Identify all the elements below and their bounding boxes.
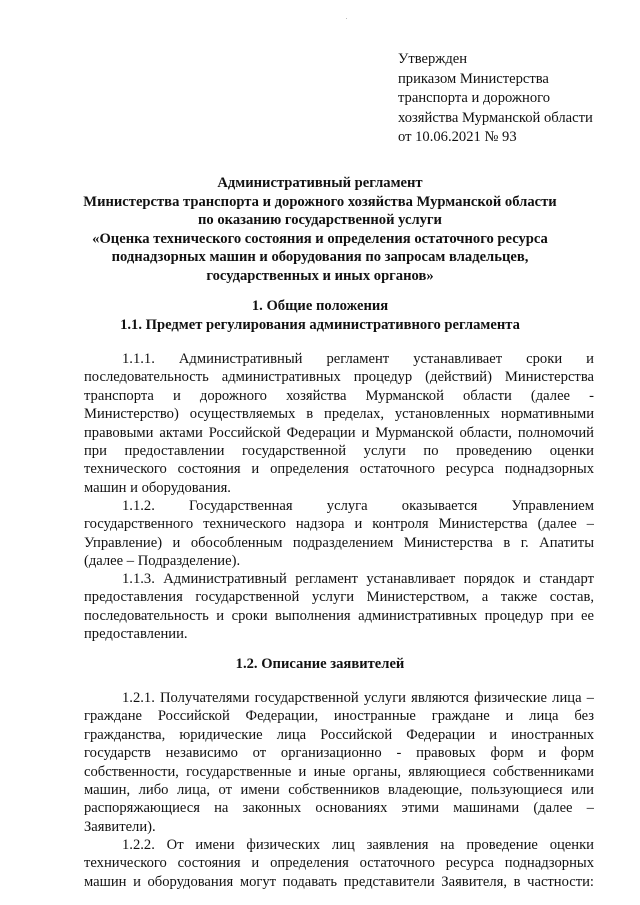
text-line: технического состояния и определения остаточного ресурса поднадзорных: [84, 855, 594, 872]
title-line: поднадзорных машин и оборудования по запросам владельцев,: [111, 249, 529, 266]
text-line: предоставлении.: [84, 626, 188, 643]
text-line: Министерство) осуществляемых в пределах, установленных нормативными: [84, 406, 594, 423]
title-line: Административный регламент: [217, 175, 423, 191]
text-line: транспорта и дорожного хозяйства Мурманской области (далее -: [84, 387, 594, 404]
text-line: предоставления государственной услуги Министерством, а также состав,: [84, 589, 594, 606]
text-line: машин и оборудования.: [84, 479, 231, 496]
text-line: при предоставлении государственной услуги по проведению оценки: [84, 442, 594, 459]
paragraph-1-2-2: [84, 836, 594, 891]
text-line: правовыми актами Российской Федерации и Мурманской области, полномочий: [84, 424, 594, 441]
approval-line: от 10.06.2021 № 93: [398, 129, 517, 146]
approval-line: хозяйства Мурманской области: [398, 109, 593, 126]
text-line: 1.1.2. Государственная услуга оказывается Управлением: [122, 498, 594, 514]
text-line: машин, либо лица, от имени собственников владеющие, пользующиеся или: [84, 781, 594, 798]
title-line: по оказанию государственной услуги: [198, 212, 442, 229]
approval-stamp: [398, 50, 634, 148]
text-line: государств независимо от организационно - правовых форм и форм: [84, 745, 594, 762]
approval-line: Утвержден: [398, 51, 468, 67]
text-line: граждане Российской Федерации, иностранные граждане и лица без: [84, 708, 594, 725]
document-title: [78, 174, 562, 286]
text-line: 1.1.3. Административный регламент устанавливает порядок и стандарт: [122, 571, 594, 587]
text-line: 1.2.2. От имени физических лиц заявления на проведение оценки: [122, 837, 594, 853]
text-line: государственного технического надзора и контроля Министерства (далее –: [84, 516, 594, 533]
title-line: Министерства транспорта и дорожного хозяйства Мурманской области: [83, 193, 557, 210]
paragraph-1-2-1: [84, 689, 594, 836]
section-heading-general: 1. Общие положения: [251, 298, 389, 314]
paragraph-1-1-1: [84, 350, 594, 497]
scan-speck: [346, 18, 347, 19]
approval-line: приказом Министерства: [398, 70, 549, 87]
approval-line: транспорта и дорожного: [398, 90, 551, 107]
subsection-heading-applicants: 1.2. Описание заявителей: [235, 656, 405, 672]
text-line: Управление) и обособленным подразделением Министерства в г. Апатиты: [84, 534, 594, 551]
text-line: последовательность административных процедур (действий) Министерства: [84, 369, 594, 386]
text-line: Заявители).: [84, 818, 156, 835]
title-line: «Оценка технического состояния и определения остаточного ресурса: [92, 230, 548, 247]
text-line: распоряжающиеся на законных основаниях этими машинами (далее –: [84, 800, 594, 817]
text-line: гражданства, юридические лица Российской Федерации и иностранных: [84, 726, 594, 743]
paragraph-1-1-3: [84, 570, 594, 644]
paragraph-1-1-2: [84, 497, 594, 571]
subsection-heading-subject: 1.1. Предмет регулирования административного регламента: [120, 317, 520, 333]
text-line: машин и оборудования могут подавать представители Заявителя, в частности:: [84, 873, 594, 890]
title-line: государственных и иных органов»: [206, 267, 434, 284]
text-line: (далее – Подразделение).: [84, 553, 241, 570]
text-line: 1.2.1. Получателями государственной услуги являются физические лица –: [122, 690, 594, 706]
text-line: технического состояния и определения остаточного ресурса поднадзорных: [84, 461, 594, 478]
text-line: последовательность и сроки выполнения административных процедур при ее: [84, 607, 594, 624]
text-line: 1.1.1. Административный регламент устанавливает сроки и: [122, 351, 594, 367]
text-line: собственности, государственные и иные органы, являющиеся собственниками: [84, 763, 594, 780]
